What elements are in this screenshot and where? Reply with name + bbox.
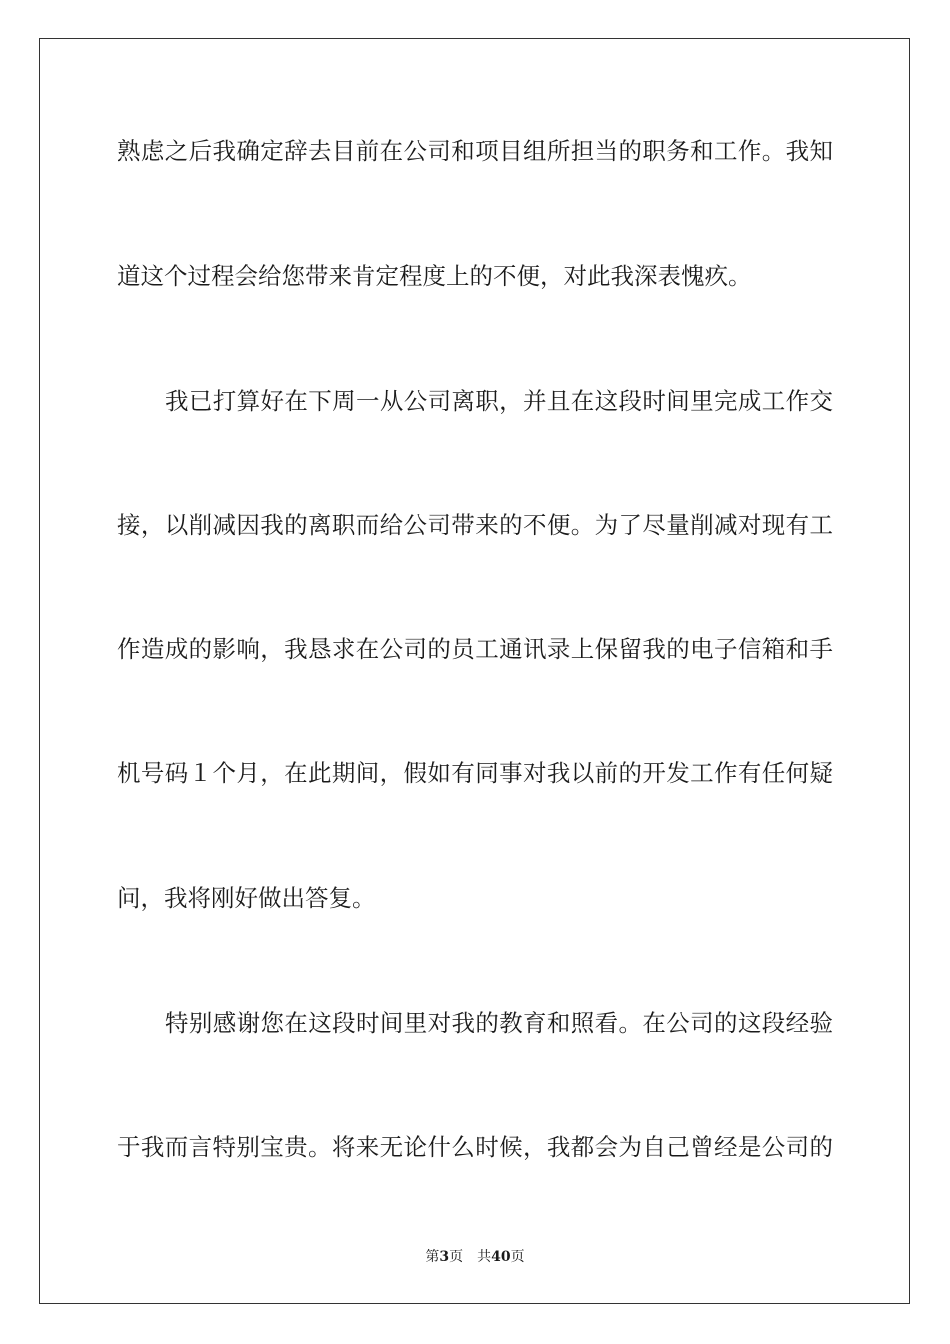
footer-prefix: 第: [425, 1249, 440, 1265]
footer-total-suffix: 页: [510, 1249, 525, 1265]
footer-page-number: 3: [439, 1249, 450, 1265]
footer-total-pages: 40: [491, 1249, 511, 1265]
text-line-8: 特别感谢您在这段时间里对我的教育和照看。在公司的这段经验: [165, 1009, 833, 1037]
text-line-1: 熟虑之后我确定辞去目前在公司和项目组所担当的职务和工作。我知: [117, 137, 833, 165]
text-line-2: 道这个过程会给您带来肯定程度上的不便，对此我深表愧疚。: [117, 262, 752, 290]
footer-total-prefix: 共: [477, 1249, 492, 1265]
text-line-7: 问，我将刚好做出答复。: [117, 884, 376, 912]
text-line-3: 我已打算好在下周一从公司离职，并且在这段时间里完成工作交: [165, 387, 833, 415]
footer-page-suffix: 页: [449, 1249, 464, 1265]
text-line-4: 接，以削减因我的离职而给公司带来的不便。为了尽量削减对现有工: [117, 511, 833, 539]
page-border: [39, 38, 910, 1304]
text-line-5: 作造成的影响，我恳求在公司的员工通讯录上保留我的电子信箱和手: [117, 635, 833, 663]
text-line-6: 机号码１个月，在此期间，假如有同事对我以前的开发工作有任何疑: [117, 759, 833, 787]
text-line-9: 于我而言特别宝贵。将来无论什么时候，我都会为自己曾经是公司的: [117, 1133, 833, 1161]
page-footer: [0, 1248, 950, 1266]
